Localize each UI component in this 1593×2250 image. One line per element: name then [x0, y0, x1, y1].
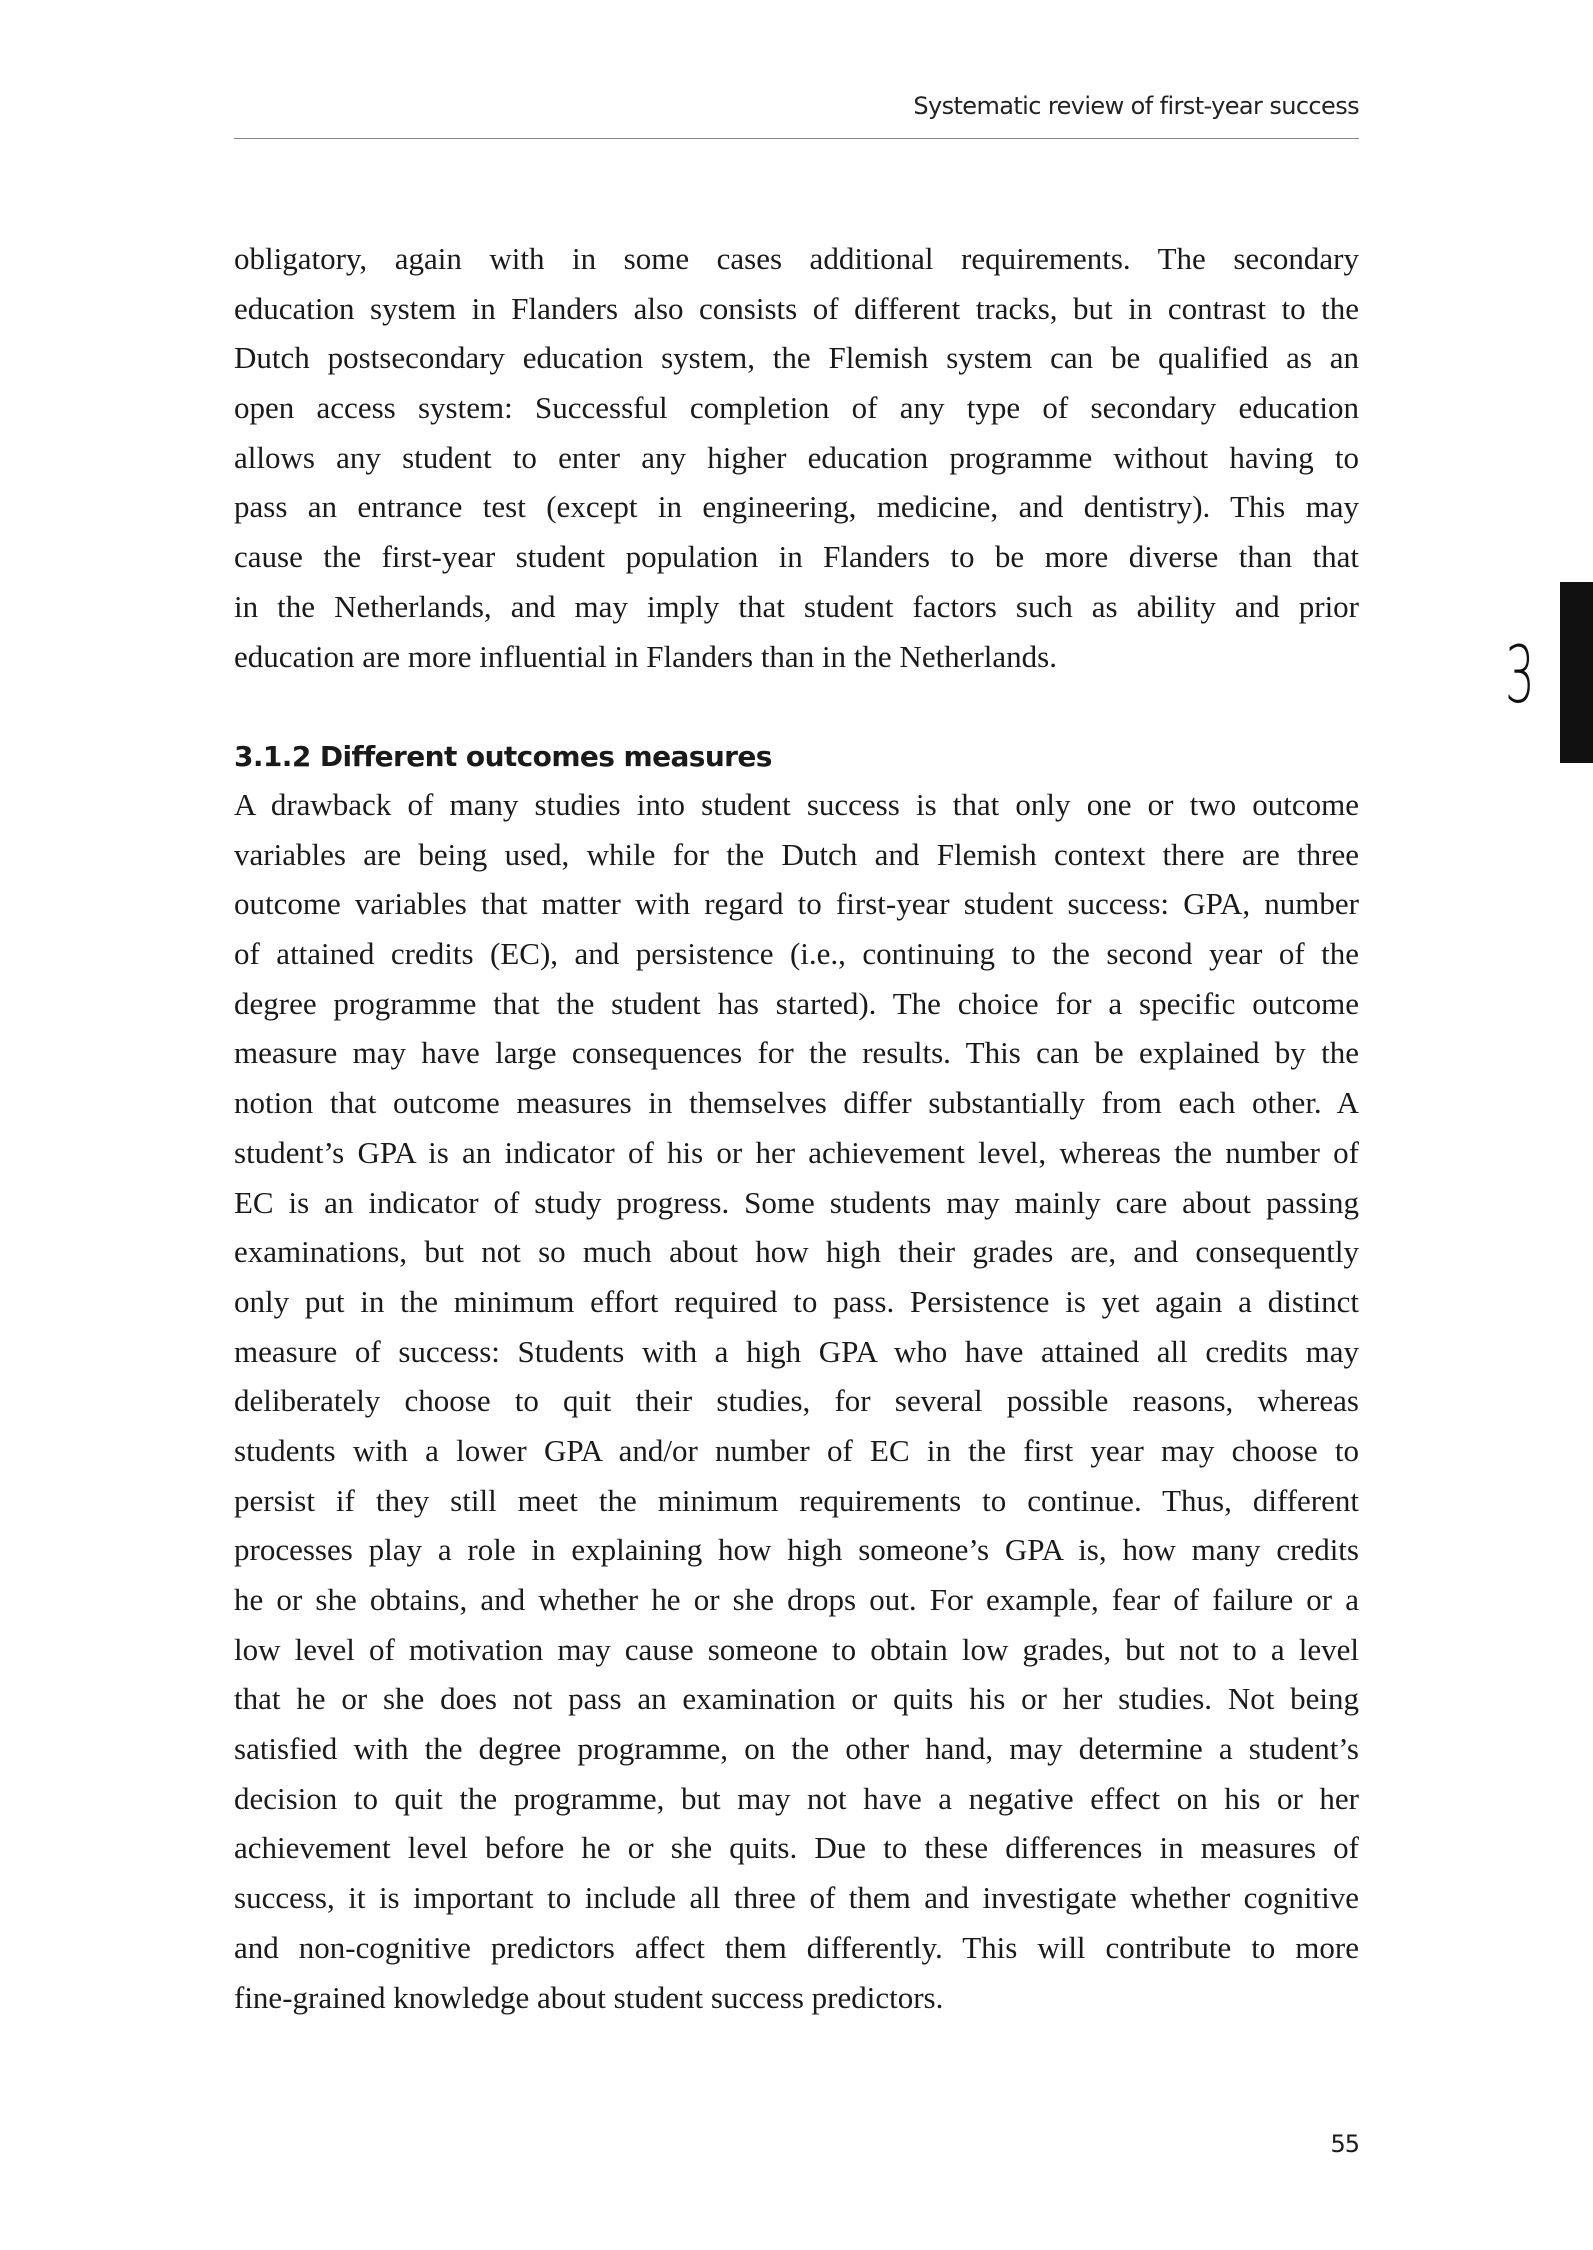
text-line: notion that outcome measures in themselves differ substantially from each other. A [234, 1085, 1359, 1121]
text-line: decision to quit the programme, but may not have a negative effect on his or her [234, 1780, 1359, 1816]
text-line: he or she obtains, and whether he or she drops out. For example, fear of failure or a [234, 1582, 1359, 1617]
text-line: open access system: Successful completion of any type of secondary education [234, 390, 1359, 426]
text-line: students with a lower GPA and/or number of EC in the first year may choose to [234, 1432, 1359, 1468]
page-number: 55 [1330, 2130, 1359, 2158]
section-heading: 3.1.2 Different outcomes measures [234, 740, 772, 773]
text-line: deliberately choose to quit their studies, for several possible reasons, whereas [234, 1383, 1359, 1419]
text-line: of attained credits (EC), and persistence (i.e., continuing to the second year of the [234, 936, 1359, 972]
text-line: A drawback of many studies into student success is that only one or two outcome [234, 787, 1359, 822]
text-line: success, it is important to include all three of them and investigate whether cognitive [234, 1880, 1359, 1916]
text-line: pass an entrance test (except in engineering, medicine, and dentistry). This may [234, 489, 1359, 525]
body-paragraph-2 [234, 780, 1359, 2022]
text-line: outcome variables that matter with regard to first-year student success: GPA, number [234, 886, 1359, 922]
text-line: obligatory, again with in some cases additional requirements. The secondary [234, 241, 1359, 276]
text-line: achievement level before he or she quits. Due to these differences in measures of [234, 1830, 1359, 1866]
text-line: fine-grained knowledge about student success predictors. [234, 1979, 944, 2015]
text-line: examinations, but not so much about how high their grades are, and consequently [234, 1234, 1359, 1270]
text-line: measure of success: Students with a high GPA who have attained all credits may [234, 1333, 1359, 1369]
text-line: EC is an indicator of study progress. Some students may mainly care about passing [234, 1184, 1359, 1220]
text-line: low level of motivation may cause someone to obtain low grades, but not to a level [234, 1631, 1359, 1667]
text-line: satisfied with the degree programme, on the other hand, may determine a student’s [234, 1731, 1359, 1767]
text-line: only put in the minimum effort required to pass. Persistence is yet again a distinct [234, 1283, 1359, 1319]
header-rule [234, 138, 1359, 139]
text-line: in the Netherlands, and may imply that student factors such as ability and prior [234, 588, 1359, 624]
text-line: that he or she does not pass an examination or quits his or her studies. Not being [234, 1681, 1359, 1717]
running-header-title: Systematic review of first-year success [913, 92, 1359, 120]
text-line: cause the first-year student population in Flanders to be more diverse than that [234, 539, 1359, 575]
body-paragraph-1 [234, 234, 1359, 681]
text-line: education system in Flanders also consists of different tracks, but in contrast to the [234, 290, 1359, 326]
text-line: processes play a role in explaining how high someone’s GPA is, how many credits [234, 1532, 1359, 1568]
text-line: education are more influential in Flanders than in the Netherlands. [234, 638, 1057, 674]
chapter-number: 3 [1505, 631, 1535, 721]
text-line: persist if they still meet the minimum requirements to continue. Thus, different [234, 1482, 1359, 1518]
text-line: and non-cognitive predictors affect them differently. This will contribute to more [234, 1929, 1359, 1965]
text-line: student’s GPA is an indicator of his or her achievement level, whereas the number of [234, 1134, 1359, 1170]
chapter-tab [1560, 582, 1593, 763]
text-line: measure may have large consequences for the results. This can be explained by the [234, 1035, 1359, 1071]
text-line: Dutch postsecondary education system, the Flemish system can be qualified as an [234, 340, 1359, 376]
text-line: degree programme that the student has started). The choice for a specific outcome [234, 985, 1359, 1021]
text-line: allows any student to enter any higher education programme without having to [234, 439, 1359, 475]
text-line: variables are being used, while for the Dutch and Flemish context there are three [234, 836, 1359, 872]
